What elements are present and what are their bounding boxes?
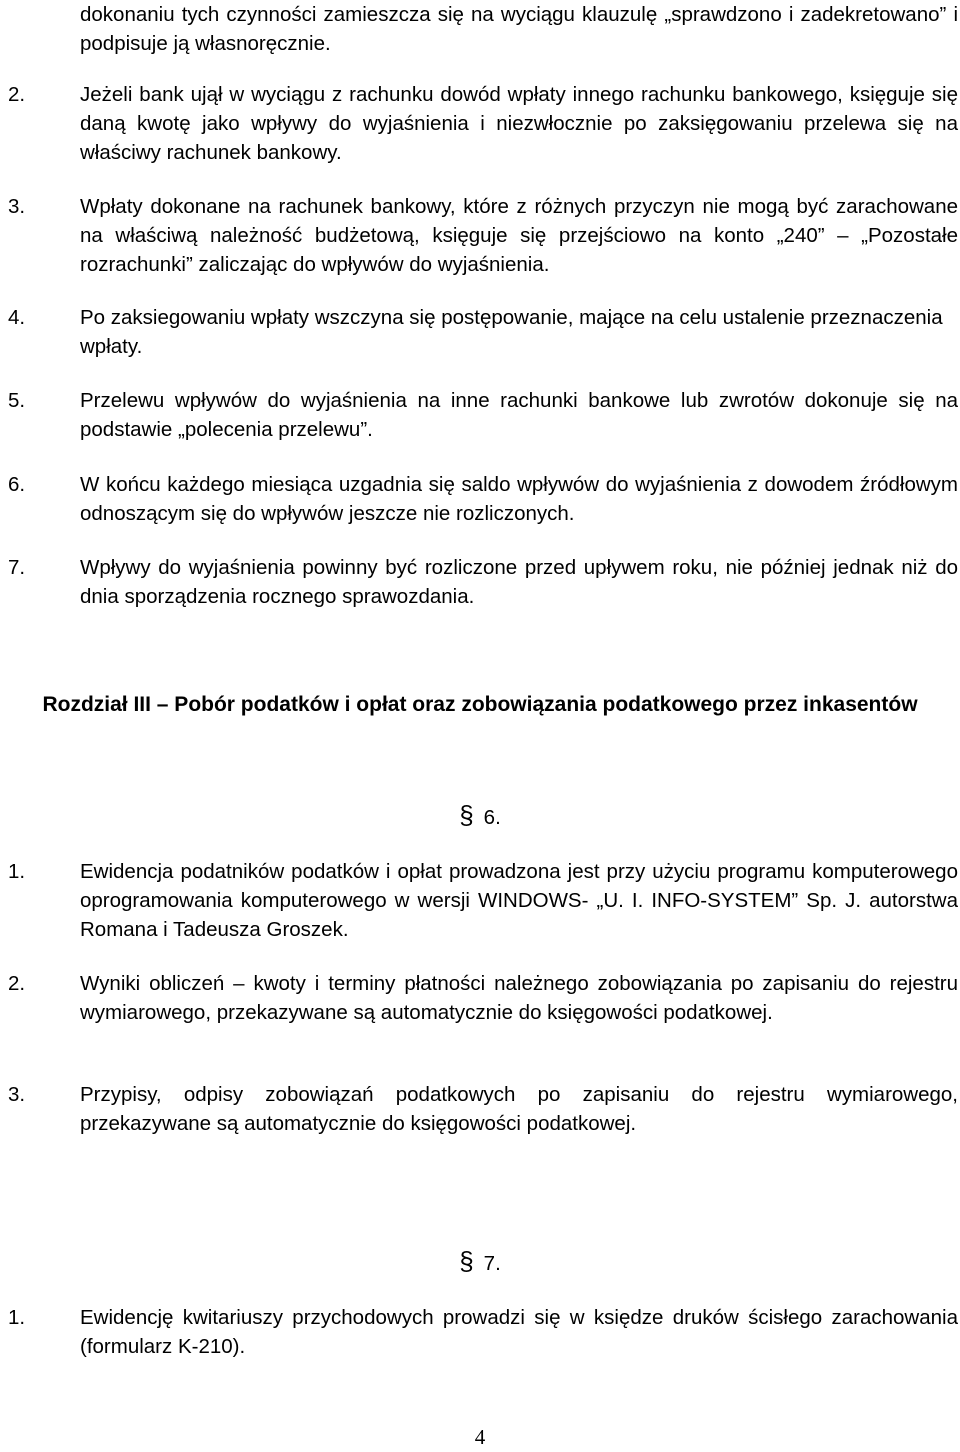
section-symbol: §	[459, 1246, 474, 1276]
list-item	[0, 192, 958, 279]
list-item	[0, 80, 958, 167]
item-number: 4.	[8, 306, 26, 329]
item-text: W końcu każdego miesiąca uzgadnia się saldo wpływów do wyjaśnienia z dowodem źródłowym odnoszącym się do wpływów jeszcze nie rozliczonych.	[80, 473, 958, 525]
item-text: Przelewu wpływów do wyjaśnienia na inne rachunki bankowe lub zwrotów dokonuje się na podstawie „polecenia przelewu”.	[80, 389, 958, 441]
intro-paragraph: dokonaniu tych czynności zamieszcza się na wyciągu klauzulę „sprawdzono i zadekretowano” i podpisuje ją własnoręcznie.	[80, 3, 958, 55]
section-symbol: §	[459, 800, 474, 830]
chapter-heading: Rozdział III – Pobór podatków i opłat oraz zobowiązania podatkowego przez inkasentów	[42, 693, 918, 716]
item-text: Wpłaty dokonane na rachunek bankowy, które z różnych przyczyn nie mogą być zarachowane na właściwą należność budżetową, księguje się przejściowo na konto „240” – „Pozostałe rozrachunki” zaliczając do wpływów do wyjaśnienia.	[80, 195, 958, 276]
item-number: 6.	[8, 473, 26, 496]
item-number: 3.	[8, 1083, 26, 1106]
list-item	[0, 857, 958, 944]
item-number: 3.	[8, 195, 26, 218]
item-text: Jeżeli bank ujął w wyciągu z rachunku dowód wpłaty innego rachunku bankowego, księguje się daną kwotę jako wpływy do wyjaśnienia i niezwłocznie po zaksięgowaniu przelewa się na właściwy rachunek bankowy.	[80, 83, 958, 164]
section-number: 7.	[483, 1252, 501, 1275]
item-text: Wyniki obliczeń – kwoty i terminy płatności należnego zobowiązania po zapisaniu do rejestru wymiarowego, przekazywane są automatycznie do księgowości podatkowej.	[80, 972, 958, 1024]
list-item	[0, 1303, 958, 1361]
list-item	[0, 386, 958, 444]
list-item	[0, 1080, 958, 1138]
item-number: 5.	[8, 389, 26, 412]
item-text: Wpływy do wyjaśnienia powinny być rozliczone przed upływem roku, nie później jednak niż do dnia sporządzenia rocznego sprawozdania.	[80, 556, 958, 608]
list-item	[0, 470, 958, 528]
item-text: Przypisy, odpisy zobowiązań podatkowych po zapisaniu do rejestru wymiarowego, przekazywane są automatycznie do księgowości podatkowej.	[80, 1083, 958, 1135]
item-number: 7.	[8, 556, 26, 579]
list-item	[0, 303, 958, 361]
item-text: Ewidencję kwitariuszy przychodowych prowadzi się w księdze druków ścisłego zarachowania (formularz K-210).	[80, 1306, 958, 1358]
section-marker-6	[0, 800, 960, 831]
item-number: 2.	[8, 972, 26, 995]
list-item	[0, 553, 958, 611]
item-text: Po zaksiegowaniu wpłaty wszczyna się postępowanie, mające na celu ustalenie przeznaczenia wpłaty.	[80, 306, 943, 358]
page-number: 4	[474, 1425, 486, 1449]
item-number: 1.	[8, 1306, 26, 1329]
list-item	[0, 969, 958, 1027]
item-number: 2.	[8, 83, 26, 106]
section-number: 6.	[483, 806, 501, 829]
section-marker-7	[0, 1246, 960, 1277]
item-text: Ewidencja podatników podatków i opłat prowadzona jest przy użyciu programu komputerowego oprogramowania komputerowego w wersji WINDOWS- „U. I. INFO-SYSTEM” Sp. J. autorstwa Romana i Tadeusza Groszek.	[80, 860, 958, 941]
item-number: 1.	[8, 860, 26, 883]
